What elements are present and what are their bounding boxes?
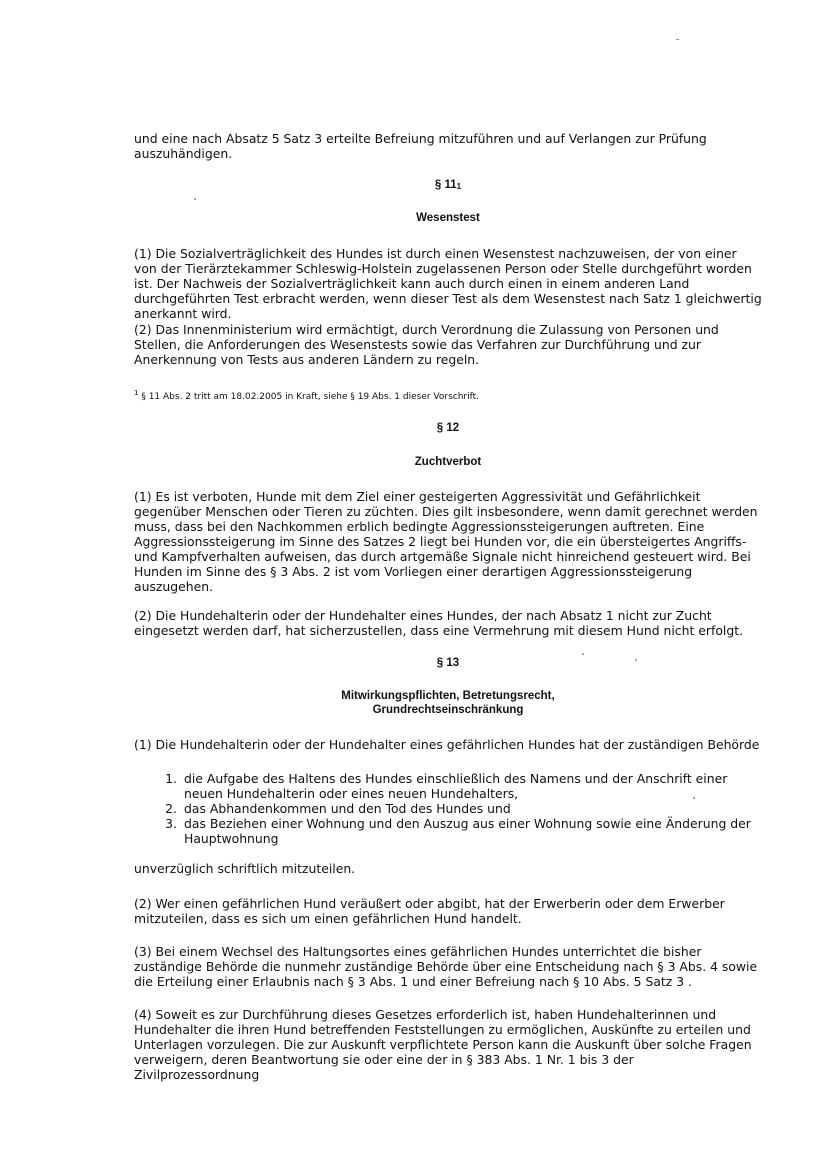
section-13-list [134,771,762,846]
footnote [134,387,734,403]
section-11-paragraph-2: (2) Das Innenministerium wird ermächtigt, durch Verordnung die Zulassung von Personen und Stellen, die Anforderungen des Wesenstests sowie das Verfahren zur Durchführung und zur Anerkennung von Tests aus anderen Ländern zu regeln. [134,322,719,367]
list-item-text: die Aufgabe des Haltens des Hundes einschließlich des Namens und der Anschrift einer neuen Hundehalterin oder eines neuen Hundehalters, [184,771,728,801]
section-13-title-line-2: Grundrechtseinschränkung [372,704,524,716]
list-item-number: 2. [165,801,177,816]
footnote-marker: 1 [134,389,139,397]
scan-speck [635,659,637,661]
list-item [134,771,762,801]
section-11-title: Wesenstest [416,212,480,224]
footnote-text: § 11 Abs. 2 tritt am 18.02.2005 in Kraft, siehe § 19 Abs. 1 dieser Vorschrift. [141,392,480,402]
section-13-paragraph-2: (2) Wer einen gefährlichen Hund veräußert oder abgibt, hat der Erwerberin oder dem Erwerber mitzuteilen, dass es sich um einen gefährlichen Hund handelt. [134,896,725,926]
section-13-title [134,689,762,717]
section-11-heading [134,178,762,194]
scan-speck [676,39,679,40]
section-11-paragraph-1: (1) Die Sozialverträglichkeit des Hundes ist durch einen Wesenstest nachzuweisen, der von einer von der Tierärztekammer Schleswig-Holstein zugelassenen Person oder Stelle durchgeführt worden ist. Der Nachweis der Sozialverträglichkeit kann auch durch einen in einem anderen Land durchgeführten Test erbracht werden, wenn dieser Test als dem Wesenstest nach Satz 1 gleichwertig anerkannt wird. [134,246,762,321]
section-13-paragraph-1-end: unverzüglich schriftlich mitzuteilen. [134,861,356,876]
section-12-paragraph-2: (2) Die Hundehalterin oder der Hundehalter eines Hundes, der nach Absatz 1 nicht zur Zucht eingesetzt werden darf, hat sicherzustellen, dass eine Vermehrung mit diesem Hund nicht erfolgt. [134,608,744,638]
section-13-paragraph-1: (1) Die Hundehalterin oder der Hundehalter eines gefährlichen Hundes hat der zuständigen Behörde [134,737,760,752]
scan-speck [582,653,584,655]
section-12-number: § 12 [436,422,460,434]
intro-paragraph: und eine nach Absatz 5 Satz 3 erteilte Befreiung mitzuführen und auf Verlangen zur Prüfung auszuhändigen. [134,131,707,161]
section-13-paragraph-4: (4) Soweit es zur Durchführung dieses Gesetzes erforderlich ist, haben Hundehalterinnen und Hundehalter die ihren Hund betreffenden Feststellungen zu ermöglichen, Auskünfte zu erteilen und Unterlagen vorzulegen. Die zur Auskunft verpflichtete Person kann die Auskunft über solche Fragen verweigern, deren Beantwortung sie oder eine der in § 383 Abs. 1 Nr. 1 bis 3 der Zivilprozessordnung [134,1007,752,1082]
section-13-paragraph-3: (3) Bei einem Wechsel des Haltungsortes eines gefährlichen Hundes unterrichtet die bisher zuständige Behörde die nunmehr zuständige Behörde über eine Entscheidung nach § 3 Abs. 4 sowie die Erteilung einer Erlaubnis nach § 3 Abs. 1 und einer Befreiung nach § 10 Abs. 5 Satz 3 . [134,944,758,989]
scan-speck [194,198,196,200]
section-13-title-line-1: Mitwirkungspflichten, Betretungsrecht, [341,690,555,702]
list-item-number: 3. [165,816,177,831]
section-12-title: Zuchtverbot [414,456,482,468]
list-item [134,801,762,816]
scan-speck [693,797,695,799]
section-12-paragraph-1: (1) Es ist verboten, Hunde mit dem Ziel einer gesteigerten Aggressivität und Gefährlichkeit gegenüber Menschen oder Tieren zu züchten. Dies gilt insbesondere, wenn damit gerechnet werden muss, dass bei den Nachkommen erblich bedingte Aggressionssteigerungen auftreten. Eine Aggressionssteigerung im Sinne des Satzes 2 liegt bei Hunden vor, die ein übersteigertes Angriffs- und Kampfverhalten aufweisen, das durch artgemäße Signale nicht hinreichend gesteuert wird. Bei Hunden im Sinne des § 3 Abs. 2 ist vom Vorliegen einer derartigen Aggressionssteigerung auszugehen. [134,489,758,594]
list-item-text: das Beziehen einer Wohnung und den Auszug aus einer Wohnung sowie eine Änderung der Hauptwohnung [184,816,751,846]
list-item-text: das Abhandenkommen und den Tod des Hundes und [184,801,511,816]
list-item-number: 1. [165,771,177,786]
section-11-number: § 11 [434,179,457,191]
list-item [134,816,762,846]
section-11-footnote-marker: 1 [456,182,462,191]
section-13-number: § 13 [436,657,460,669]
